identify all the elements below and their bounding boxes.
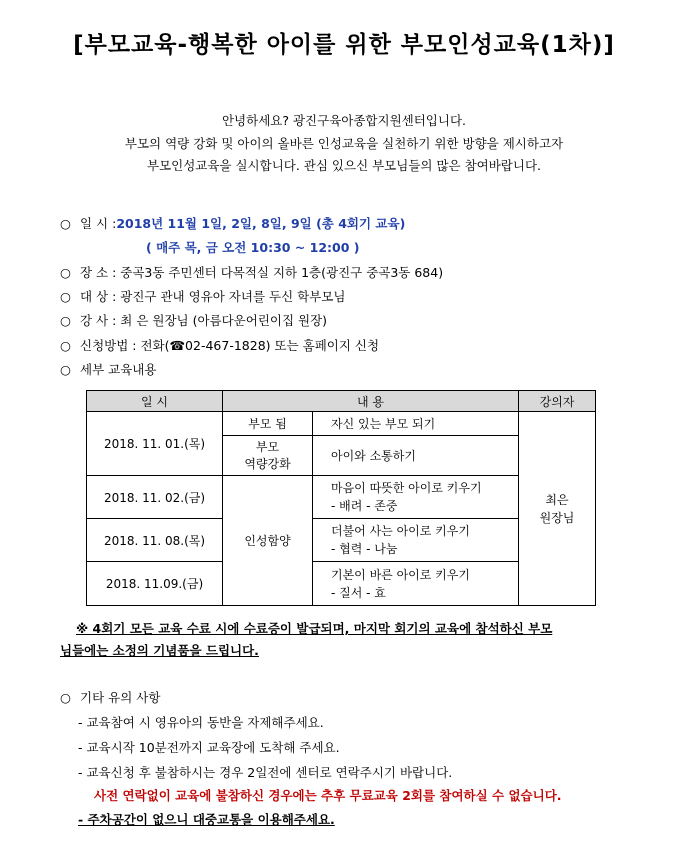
bullet-icon: ○: [60, 289, 71, 304]
info-date-sub: [146, 238, 360, 258]
list-item: - 교육신청 후 불참하시는 경우 2일전에 센터로 연락주시기 바랍니다.: [78, 765, 453, 780]
row-topic: 더불어 사는 아이로 키우기 - 협력 - 나눔: [313, 519, 519, 562]
bullet-icon: ○: [60, 338, 71, 353]
date-label: 일 시 :: [80, 216, 117, 231]
page-title: [부모교육-행복한 아이를 위한 부모인성교육(1차)]: [73, 32, 615, 58]
list-item: - 교육시작 10분전까지 교육장에 도착해 주세요.: [78, 740, 340, 755]
note-line: 님들에는 소정의 기념품을 드립니다.: [60, 643, 259, 658]
header-lecturer: 강의자: [519, 391, 596, 412]
list-item: - 교육참여 시 영유아의 동반을 자제해주세요.: [78, 715, 324, 730]
warning-text: 사전 연락없이 교육에 불참하신 경우에는 추후 무료교육 2회를 참여하실 수 없습니다.: [94, 788, 562, 803]
row-topic: 자신 있는 부모 되기: [313, 412, 519, 436]
bullet-icon: ○: [60, 313, 71, 328]
table-header-row: [87, 391, 596, 412]
header-content: 내 용: [223, 391, 519, 412]
info-lecturer: [60, 311, 327, 331]
row-date: 2018. 11. 08.(목): [87, 519, 223, 562]
row-date: 2018. 11.09.(금): [87, 562, 223, 606]
date-value-sub: ( 매주 목, 금 오전 10:30 ~ 12:00 ): [146, 240, 360, 255]
row-date: 2018. 11. 01.(목): [87, 412, 223, 476]
intro-text: [0, 110, 688, 178]
apply-text: 신청방법 : 전화(☎02-467-1828) 또는 홈페이지 신청: [80, 338, 380, 353]
row-topic: 마음이 따뜻한 아이로 키우기 - 배려 - 존중: [313, 476, 519, 519]
info-detail: [60, 360, 156, 380]
etc-heading-text: 기타 유의 사항: [80, 690, 161, 705]
row-category: 인성함양: [223, 476, 313, 606]
bullet-icon: ○: [60, 216, 71, 231]
info-date: [60, 214, 405, 234]
row-topic: 기본이 바른 아이로 키우기 - 질서 - 효: [313, 562, 519, 606]
date-value: 2018년 11월 1일, 2일, 8일, 9일 (총 4회기 교육): [116, 216, 406, 231]
row-category: 부모 됨: [223, 412, 313, 436]
intro-line: 부모의 역량 강화 및 아이의 올바른 인성교육을 실천하기 위한 방향을 제시하고자: [124, 135, 564, 151]
certificate-note: [60, 618, 630, 662]
info-apply: [60, 336, 379, 356]
bullet-icon: ○: [60, 690, 71, 705]
schedule-table: [86, 390, 596, 606]
row-topic: 아이와 소통하기: [313, 436, 519, 476]
bullet-icon: ○: [60, 265, 71, 280]
table-row: [87, 412, 596, 436]
bullet-icon: ○: [60, 362, 71, 377]
place-text: 장 소 : 중곡3동 주민센터 다목적실 지하 1층(광진구 중곡3동 684): [80, 265, 444, 280]
info-place: [60, 263, 443, 283]
note-line: ※ 4회기 모든 교육 수료 시에 수료증이 발급되며, 마지막 회기의 교육에 참석하신 부모: [76, 621, 553, 636]
parking-note: - 주차공간이 없으니 대중교통을 이용해주세요.: [78, 812, 335, 827]
detail-text: 세부 교육내용: [80, 362, 157, 377]
info-target: [60, 287, 345, 307]
etc-heading: [60, 688, 160, 708]
row-date: 2018. 11. 02.(금): [87, 476, 223, 519]
intro-line: 안녕하세요? 광진구육아종합지원센터입니다.: [221, 113, 466, 128]
intro-line: 부모인성교육을 실시합니다. 관심 있으신 부모님들의 많은 참여바랍니다.: [146, 158, 542, 173]
header-date: 일 시: [87, 391, 223, 412]
lecturer-cell: 최은 원장님: [519, 412, 596, 606]
row-category: 부모 역량강화: [223, 436, 313, 476]
target-text: 대 상 : 광진구 관내 영유아 자녀를 두신 학부모님: [80, 289, 346, 304]
lecturer-text: 강 사 : 최 은 원장님 (아름다운어린이집 원장): [80, 313, 328, 328]
